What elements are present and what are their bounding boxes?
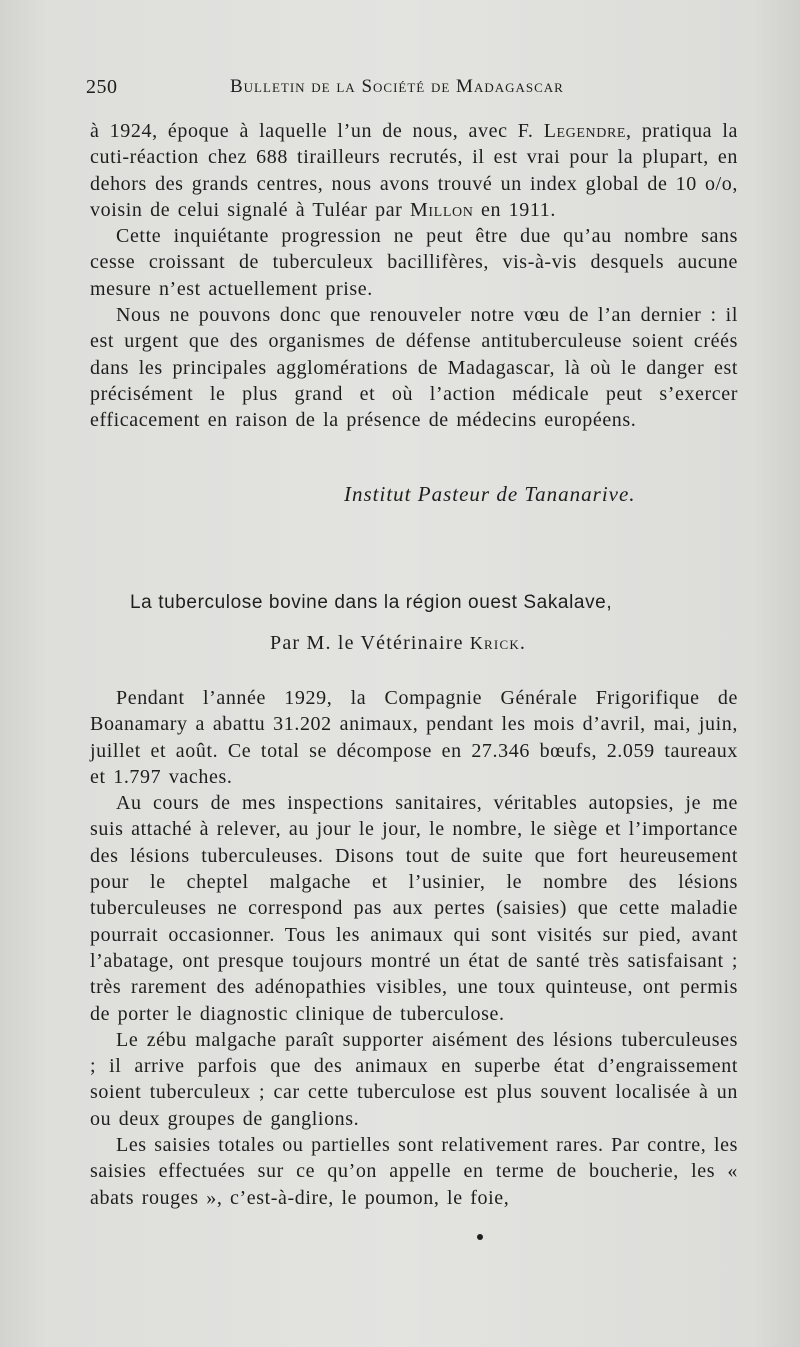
paragraph: Le zébu malgache paraît supporter aisément des lésions tuberculeuses ; il arrive parfois que des animaux en superbe état d’engraissement soient tuberculeux ; car cette tuberculose est plus souvent localisée à un ou deux groupes de ganglions. (90, 1028, 738, 1130)
previous-article-ending (90, 118, 738, 434)
paragraph: Pendant l’année 1929, la Compagnie Générale Frigorifique de Boanamary a abattu 31.202 animaux, pendant les mois d’avril, mai, juin, juillet et août. Ce total se décompose en 27.346 bœufs, 2.059 taureaux et 1.797 vaches. (90, 687, 738, 788)
paragraph: à 1924, époque à laquelle l’un de nous, avec F. Legendre, pratiqua la cuti-réaction chez 688 tirailleurs recrutés, il est vrai pour la plupart, en dehors des grands centres, nous avons trouvé un index global de 10 o/o, voisin de celui signalé à Tuléar par Millon en 1911. (90, 120, 739, 221)
paragraph: Les saisies totales ou partielles sont relativement rares. Par contre, les saisies effectuées sur ce qu’on appelle en terme de boucherie, les « abats rouges », c’est-à-dire, le poumon, le foie, (90, 1134, 738, 1209)
author-name: Krick (469, 633, 520, 653)
author-name: Legendre (543, 120, 627, 142)
article-title: La tuberculose bovine dans la région ouest Sakalave, (130, 592, 613, 613)
article-byline: Par M. le Vétérinaire Krick. (270, 632, 527, 654)
paragraph: Nous ne pouvons donc que renouveler notre vœu de l’an dernier : il est urgent que des organismes de défense antituberculeuse soient créés dans les principales agglomérations de Madagascar, là où le danger est précisément le plus grand et où l’action médicale peut s’exercer efficacement en raison de la présence de médecins européens. (90, 304, 738, 432)
running-title: Bulletin de la Société de Madagascar (230, 76, 564, 97)
article-body (90, 685, 738, 1211)
paragraph: Au cours de mes inspections sanitaires, véritables autopsies, je me suis attaché à relever, au jour le jour, le nombre, le siège et l’importance des lésions tuberculeuses. Disons tout de suite que fort heureusement pour le cheptel malgache et l’usinier, le nombre des lésions tuberculeuses ne correspond pas aux pertes (saisies) que cette maladie pourrait occasionner. Tous les animaux qui sont visités sur pied, avant l’abatage, ont presque toujours montré un état de santé très satisfaisant ; très rarement des adénopathies visibles, une toux quinteuse, ont permis de porter le diagnostic clinique de tuberculose. (90, 792, 738, 1025)
page-number: 250 (86, 76, 118, 98)
author-name: Millon (410, 198, 474, 221)
paragraph: Cette inquiétante progression ne peut être due qu’au nombre sans cesse croissant de tuberculeux bacillifères, vis-à-vis desquels aucune mesure n’est actuellement prise. (90, 225, 738, 300)
running-header (86, 76, 740, 104)
bullet-mark (477, 1234, 483, 1240)
institution-signature: Institut Pasteur de Tananarive. (344, 482, 636, 506)
